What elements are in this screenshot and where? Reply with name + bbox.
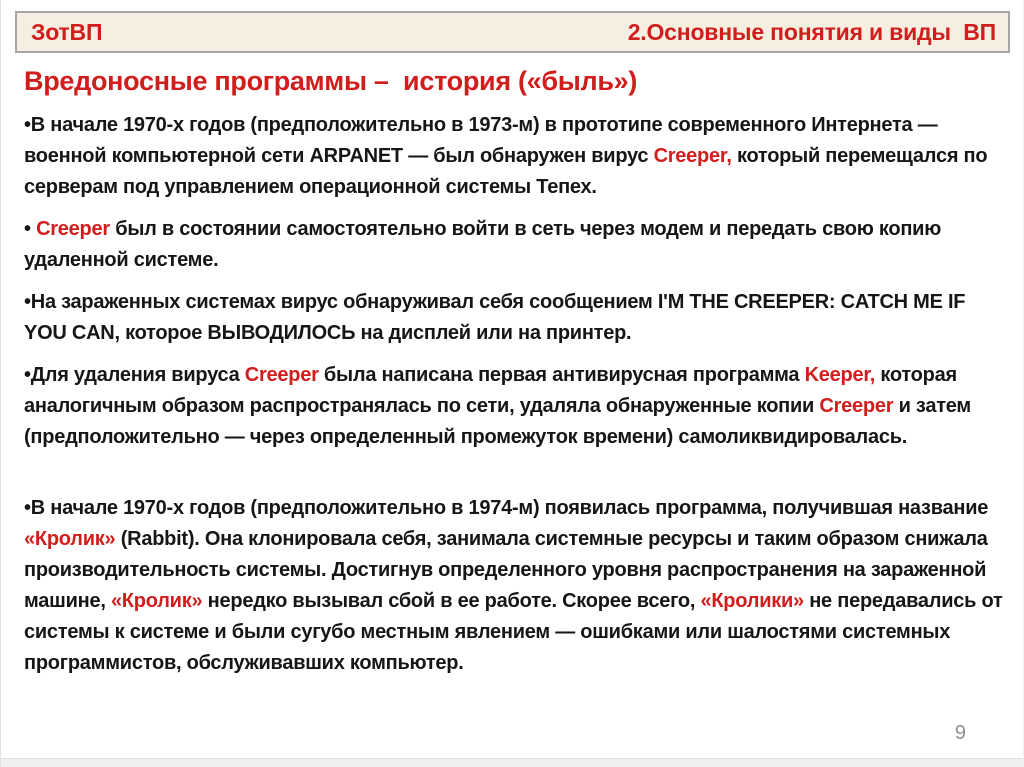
body-text-run: которая аналогичным образом распространялась по сети, удаляла обнаруженные копии xyxy=(24,364,957,417)
body-text-run: (Rabbit). Она клонировала себя, занимала системные ресурсы и таким образом снижала производительность системы. Достигнув определенного уровня распространения на зараженной машине, xyxy=(24,528,988,612)
body-text-run: был в состоянии самостоятельно войти в сеть через модем и передать свою копию удаленной системе. xyxy=(24,218,942,271)
body-paragraphs xyxy=(24,110,1011,679)
bullet-paragraph xyxy=(24,287,1011,349)
body-text-run: и затем (предположительно — через определенный промежуток времени) самоликвидировалась. xyxy=(24,395,971,448)
header-left-label: ЗотВП xyxy=(31,18,103,45)
slide-title: Вредоносные программы – история («быль») xyxy=(24,66,638,96)
highlighted-term: Keeper, xyxy=(804,364,876,386)
body-text-run: •Для удаления вируса xyxy=(24,364,245,386)
highlighted-term: «Кролики» xyxy=(700,590,804,612)
body-text-run: который перемещался по серверам под управлением операционной системы Тепех. xyxy=(24,145,988,198)
bullet-paragraph xyxy=(24,110,1011,203)
highlighted-term: Creeper xyxy=(244,364,319,386)
highlighted-term: Creeper, xyxy=(653,145,732,167)
header-bar xyxy=(15,11,1010,53)
body-text-run: • xyxy=(24,218,37,240)
page-number: 9 xyxy=(954,722,966,744)
bullet-paragraph xyxy=(24,214,1011,276)
highlighted-term: «Кролик» xyxy=(24,528,116,550)
header-right-label: 2.Основные понятия и виды ВП xyxy=(627,18,996,45)
slide-content xyxy=(24,66,1011,690)
body-text-run: •На зараженных системах вирус обнаруживал себя сообщением I'M THE CREEPER: CATCH ME IF YOU CAN, которое ВЫВОДИЛОСЬ на дисплей или на принтер. xyxy=(24,291,966,344)
body-text-run: •В начале 1970-х годов (предположительно в 1974-м) появилась программа, получившая название xyxy=(24,497,989,519)
body-text-run: нередко вызывал сбой в ее работе. Скорее всего, xyxy=(202,590,701,612)
highlighted-term: Creeper xyxy=(819,395,894,417)
body-text-run: была написана первая антивирусная программа xyxy=(318,364,805,386)
body-text-run: не передавались от системы к системе и были сугубо местным явлением — ошибками или шалостями системных программистов, обслуживавших компьютер. xyxy=(24,590,1003,674)
bottom-strip xyxy=(1,758,1023,767)
bullet-paragraph xyxy=(24,493,1011,679)
bullet-paragraph xyxy=(24,360,1011,453)
highlighted-term: «Кролик» xyxy=(110,590,203,612)
highlighted-term: Creeper xyxy=(36,218,110,240)
body-text-run: •В начале 1970-х годов (предположительно в 1973-м) в прототипе современного Интернета — военной компьютерной сети ARPANET — был обнаружен вирус xyxy=(24,114,938,167)
